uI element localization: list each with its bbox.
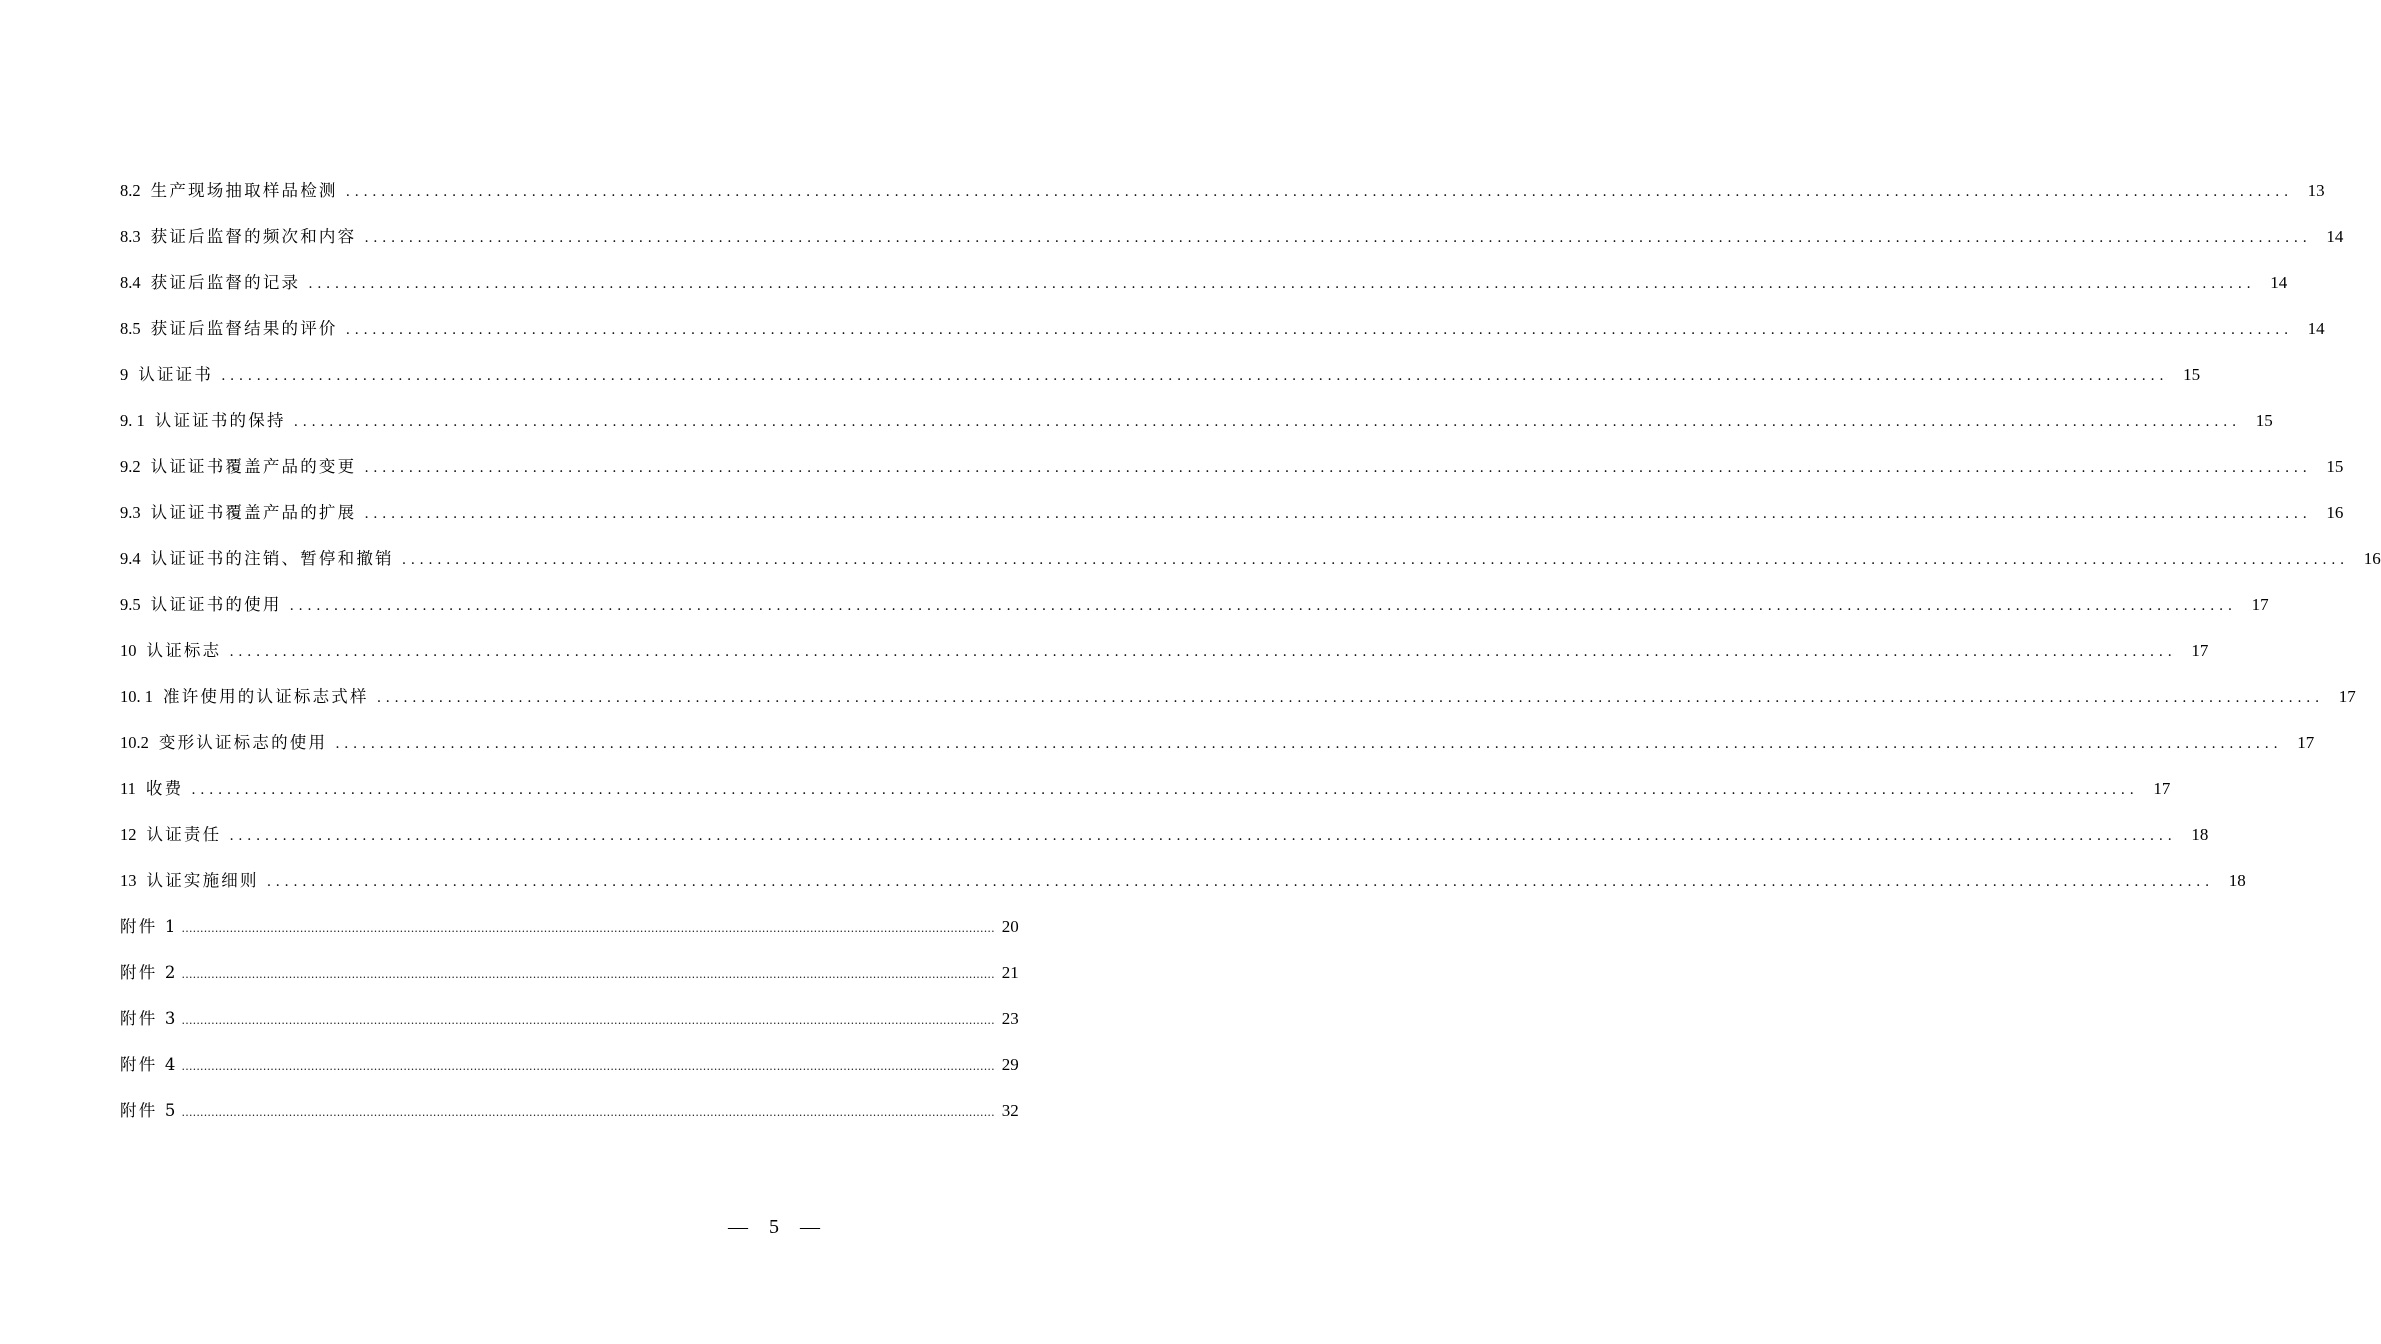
toc-entry[interactable]: [120, 638, 2209, 684]
toc-title: 认证证书的注销、暂停和撤销: [150, 549, 394, 568]
toc-entry[interactable]: [120, 224, 2344, 270]
toc-title: 认证证书的保持: [154, 411, 286, 430]
toc-leader: ............................................................................................................................................................................................................................: [229, 644, 2177, 660]
toc-number: 9.3: [120, 503, 141, 522]
toc-leader: ............................................................................................................................................................................................................................: [181, 922, 995, 935]
toc-page: 13: [2307, 181, 2325, 200]
toc-number: 9.4: [120, 549, 141, 568]
toc-leader: ............................................................................................................................................................................................................................: [181, 1014, 995, 1027]
table-of-contents: [120, 178, 2381, 1144]
toc-entry[interactable]: [120, 684, 2356, 730]
toc-title: 生产现场抽取样品检测: [150, 181, 338, 200]
toc-page: 14: [2270, 273, 2288, 292]
toc-leader: ............................................................................................................................................................................................................................: [191, 782, 2139, 798]
toc-title: 附件 3: [120, 1009, 178, 1028]
toc-leader: ............................................................................................................................................................................................................................: [335, 736, 2283, 752]
toc-title: 认证标志: [146, 641, 222, 660]
toc-entry[interactable]: [120, 270, 2288, 316]
toc-page: 17: [2251, 595, 2269, 614]
toc-page: 18: [2228, 871, 2246, 890]
toc-leader: ............................................................................................................................................................................................................................: [181, 1106, 995, 1119]
toc-entry[interactable]: [120, 776, 2171, 822]
toc-number: 13: [120, 871, 137, 890]
toc-entry[interactable]: [120, 822, 2209, 868]
toc-title: 附件 1: [120, 917, 178, 936]
toc-number: 9. 1: [120, 411, 145, 430]
toc-entry-attachment[interactable]: [120, 1006, 1019, 1052]
toc-entry-attachment[interactable]: [120, 1052, 1019, 1098]
toc-leader: ............................................................................................................................................................................................................................: [181, 968, 995, 981]
toc-leader: ............................................................................................................................................................................................................................: [364, 506, 2312, 522]
toc-page: 23: [1001, 1009, 1019, 1028]
page-number: — 5 —: [728, 1216, 828, 1238]
toc-page: 20: [1001, 917, 1019, 936]
toc-number: 8.5: [120, 319, 141, 338]
toc-leader: ............................................................................................................................................................................................................................: [376, 690, 2324, 706]
toc-leader: ............................................................................................................................................................................................................................: [289, 598, 2237, 614]
toc-page: 21: [1001, 963, 1019, 982]
toc-title: 获证后监督的频次和内容: [150, 227, 357, 246]
toc-entry[interactable]: [120, 178, 2325, 224]
toc-title: 认证证书: [138, 365, 214, 384]
toc-page: 15: [2326, 457, 2344, 476]
toc-leader: ............................................................................................................................................................................................................................: [401, 552, 2349, 568]
toc-number: 8.4: [120, 273, 141, 292]
toc-leader: ............................................................................................................................................................................................................................: [221, 368, 2169, 384]
toc-number: 11: [120, 779, 136, 798]
toc-number: 10: [120, 641, 137, 660]
toc-title: 附件 4: [120, 1055, 178, 1074]
toc-page: 15: [2183, 365, 2201, 384]
toc-title: 认证证书覆盖产品的变更: [150, 457, 357, 476]
toc-page: 14: [2326, 227, 2344, 246]
toc-leader: ............................................................................................................................................................................................................................: [345, 322, 2293, 338]
toc-leader: ............................................................................................................................................................................................................................: [364, 230, 2312, 246]
toc-entry[interactable]: [120, 316, 2325, 362]
toc-leader: ............................................................................................................................................................................................................................: [364, 460, 2312, 476]
toc-title: 认证证书覆盖产品的扩展: [150, 503, 357, 522]
toc-page: 16: [2363, 549, 2381, 568]
toc-leader: ............................................................................................................................................................................................................................: [293, 414, 2241, 430]
toc-title: 获证后监督的记录: [150, 273, 301, 292]
toc-page: 16: [2326, 503, 2344, 522]
toc-entry[interactable]: [120, 730, 2315, 776]
toc-leader: ............................................................................................................................................................................................................................: [266, 874, 2214, 890]
toc-entry[interactable]: [120, 408, 2273, 454]
toc-entry[interactable]: [120, 500, 2344, 546]
toc-title: 准许使用的认证标志式样: [163, 687, 369, 706]
toc-entry[interactable]: [120, 454, 2344, 500]
toc-entry-attachment[interactable]: [120, 1098, 1019, 1144]
toc-entry[interactable]: [120, 546, 2381, 592]
toc-title: 获证后监督结果的评价: [150, 319, 338, 338]
toc-leader: ............................................................................................................................................................................................................................: [308, 276, 2256, 292]
toc-entry-attachment[interactable]: [120, 914, 1019, 960]
toc-title: 认证证书的使用: [150, 595, 282, 614]
toc-number: 10.2: [120, 733, 149, 752]
toc-title: 收费: [145, 779, 184, 798]
toc-page: 18: [2191, 825, 2209, 844]
toc-number: 12: [120, 825, 137, 844]
toc-page: 17: [2297, 733, 2315, 752]
toc-leader: ............................................................................................................................................................................................................................: [229, 828, 2177, 844]
toc-entry[interactable]: [120, 592, 2269, 638]
toc-number: 9.5: [120, 595, 141, 614]
toc-title: 附件 2: [120, 963, 178, 982]
toc-number: 10. 1: [120, 687, 153, 706]
toc-title: 认证实施细则: [146, 871, 259, 890]
toc-page: 17: [2338, 687, 2356, 706]
toc-page: 17: [2191, 641, 2209, 660]
toc-number: 9.2: [120, 457, 141, 476]
toc-page: 29: [1001, 1055, 1019, 1074]
toc-entry[interactable]: [120, 868, 2246, 914]
toc-number: 9: [120, 365, 129, 384]
toc-page: 32: [1001, 1101, 1019, 1120]
toc-entry-attachment[interactable]: [120, 960, 1019, 1006]
toc-page: 15: [2255, 411, 2273, 430]
toc-leader: ............................................................................................................................................................................................................................: [345, 184, 2293, 200]
toc-page: 17: [2153, 779, 2171, 798]
toc-number: 8.2: [120, 181, 141, 200]
toc-leader: ............................................................................................................................................................................................................................: [181, 1060, 995, 1073]
toc-title: 认证责任: [146, 825, 222, 844]
toc-title: 附件 5: [120, 1101, 178, 1120]
toc-entry[interactable]: [120, 362, 2201, 408]
toc-number: 8.3: [120, 227, 141, 246]
toc-page: 14: [2307, 319, 2325, 338]
toc-title: 变形认证标志的使用: [158, 733, 328, 752]
